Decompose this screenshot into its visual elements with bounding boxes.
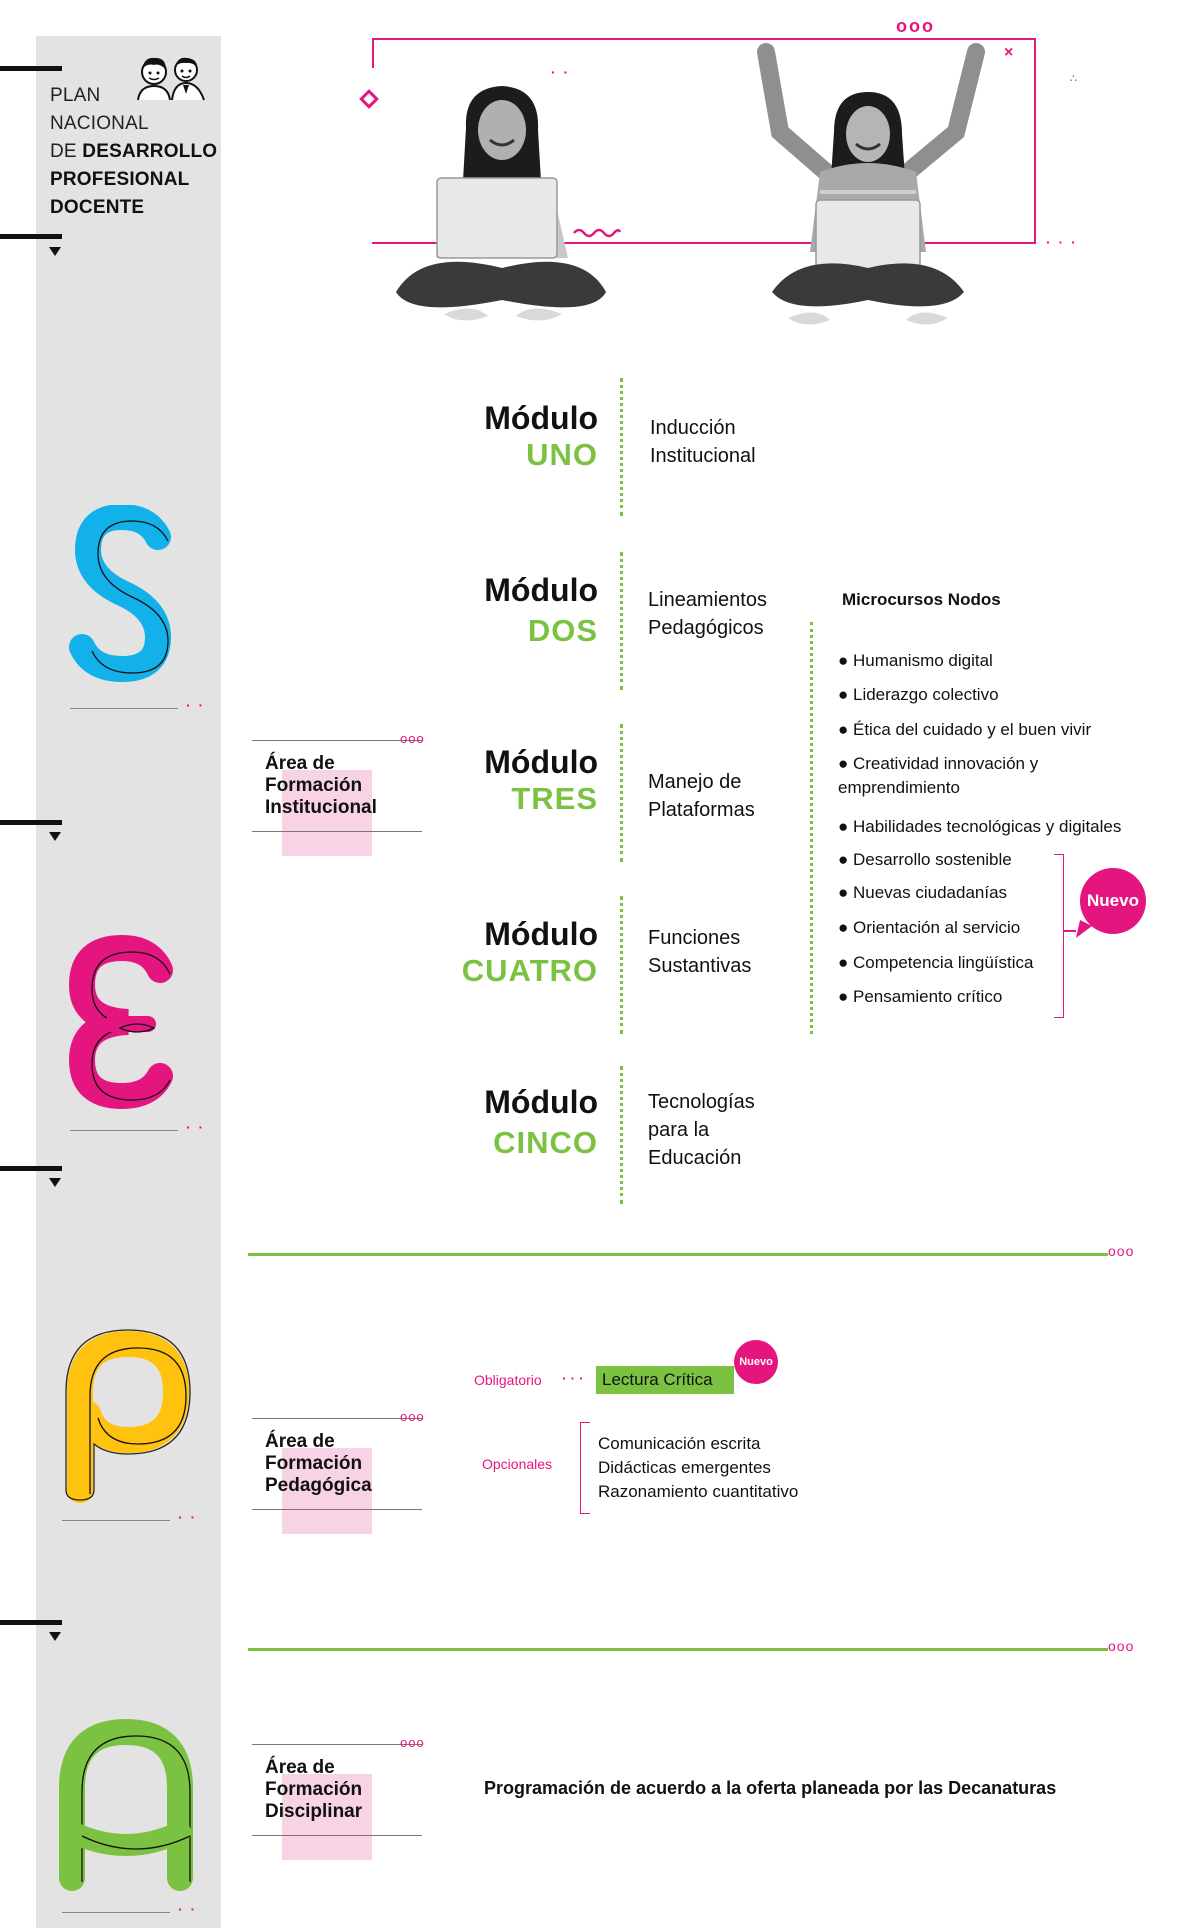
plan-line-3-prefix: DE <box>50 141 77 162</box>
modulo-1 <box>398 400 598 474</box>
modulo-text-line: para la <box>648 1119 710 1141</box>
letter-e-text <box>62 930 63 931</box>
microcurso-item: ● Nuevas ciudadanías <box>838 883 1008 902</box>
divider-ooo: ooo <box>1108 1243 1135 1259</box>
modulo-word: Módulo <box>484 916 598 952</box>
microcurso-item: ● Orientación al servicio <box>838 918 1021 937</box>
pink-dots: · · <box>186 1119 206 1135</box>
divider-modulo-1 <box>620 378 623 516</box>
close-icon: × <box>1004 44 1014 61</box>
microcurso-item: ● Liderazgo colectivo <box>838 685 999 704</box>
letter-e <box>62 930 192 1115</box>
modulo-text-line: Inducción <box>650 417 736 439</box>
modulo-2 <box>398 572 598 650</box>
modulo-2-text <box>648 586 767 642</box>
modulo-number: UNO <box>526 437 598 472</box>
area-institucional <box>265 753 377 819</box>
section-divider-2 <box>248 1648 1108 1651</box>
modulo-word: Módulo <box>484 400 598 436</box>
modulo-3 <box>398 744 598 818</box>
modulo-word: Módulo <box>484 744 598 780</box>
letter-s-graphic <box>60 505 190 690</box>
plan-line-3-bold: DESARROLLO <box>82 141 218 162</box>
arrow-down-icon <box>49 832 61 841</box>
opcional-item: Comunicación escrita <box>598 1434 761 1453</box>
pink-dots: · · <box>178 1901 198 1917</box>
obligatorio-dots: · · · <box>562 1370 584 1386</box>
microcurso-item: ● Pensamiento crítico <box>838 987 1003 1006</box>
letter-s-text <box>60 505 61 506</box>
area-pedagogica <box>265 1431 372 1497</box>
nuevo-bracket-tick <box>1064 930 1076 932</box>
opcionales-label: Opcionales <box>482 1456 553 1472</box>
student-photo-1 <box>392 78 612 328</box>
area-line: Área de <box>265 1431 335 1452</box>
letter-p-graphic <box>56 1322 206 1507</box>
nuevo-badge: Nuevo <box>1080 868 1146 934</box>
obligatorio-label: Obligatorio <box>474 1372 542 1388</box>
area-line: Formación <box>265 1453 363 1474</box>
area-line: Disciplinar <box>265 1801 363 1822</box>
divider-modulo-3 <box>620 724 623 862</box>
sparkle-icon: ∴ <box>1070 73 1077 85</box>
teachers-icon <box>134 52 210 102</box>
modulo-5-text <box>648 1088 755 1172</box>
modulo-text-line: Institucional <box>650 445 756 467</box>
divider-modulo-4 <box>620 896 623 1034</box>
sidebar-bar-3 <box>0 820 62 825</box>
letter-e-underline <box>70 1130 178 1131</box>
sidebar-bar-4 <box>0 1166 62 1171</box>
area-ooo: ooo <box>400 1735 425 1750</box>
letter-p <box>56 1322 206 1507</box>
nuevo-badge-small: Nuevo <box>734 1340 778 1384</box>
modulo-number: CUATRO <box>461 953 598 988</box>
letter-a-underline <box>62 1912 170 1913</box>
modulo-number: CINCO <box>493 1125 598 1160</box>
opcionales-bracket <box>580 1422 590 1514</box>
divider-ooo: ooo <box>1108 1638 1135 1654</box>
modulo-text-line: Manejo de <box>648 771 742 793</box>
opcionales-list <box>598 1432 798 1504</box>
pink-dots: · · <box>178 1509 198 1525</box>
microcurso-item: ● Desarrollo sostenible <box>838 850 1012 869</box>
modulo-number: TRES <box>511 781 598 816</box>
arrow-down-icon <box>49 247 61 256</box>
arrow-down-icon <box>49 1178 61 1187</box>
lectura-critica-tag: Lectura Crítica <box>596 1366 734 1394</box>
letter-a-text <box>48 1708 49 1709</box>
frame-dots: · · <box>551 64 571 80</box>
modulo-4-text <box>648 924 751 980</box>
microcurso-item: ● Habilidades tecnológicas y digitales <box>838 817 1122 836</box>
area-ooo: ooo <box>400 731 425 746</box>
modulo-text-line: Sustantivas <box>648 955 752 977</box>
area-line: Formación <box>265 775 363 796</box>
modulo-word: Módulo <box>484 1084 598 1120</box>
area-line: Pedagógica <box>265 1475 372 1496</box>
modulo-word: Módulo <box>484 572 598 608</box>
student-photo-2 <box>730 42 1000 332</box>
area-line: Institucional <box>265 797 377 818</box>
microcursos-title: Microcursos Nodos <box>842 590 1001 609</box>
plan-line-3 <box>50 138 217 166</box>
nuevo-bracket <box>1054 854 1064 1018</box>
microcurso-item: ● Humanismo digital <box>838 651 993 670</box>
opcional-item: Razonamiento cuantitativo <box>598 1482 799 1501</box>
opcional-item: Didácticas emergentes <box>598 1458 771 1477</box>
letter-e-graphic <box>62 930 192 1115</box>
frame-dots-right: · · · <box>1046 234 1078 250</box>
plan-line-1: PLAN <box>50 85 101 106</box>
pink-dots: · · <box>186 697 206 713</box>
plan-line-4: PROFESIONAL <box>50 169 190 190</box>
arrow-down-icon <box>49 1632 61 1641</box>
microcurso-item: ● Competencia lingüística <box>838 953 1034 972</box>
microcurso-item-continued: emprendimiento <box>838 778 960 797</box>
disciplinar-description: Programación de acuerdo a la oferta planeada por las Decanaturas <box>484 1778 1057 1798</box>
microcurso-item: ● Ética del cuidado y el buen vivir <box>838 720 1092 739</box>
letter-a-graphic <box>48 1708 198 1893</box>
divider-modulo-2 <box>620 552 623 690</box>
letter-a <box>48 1708 198 1893</box>
divider-modulo-5 <box>620 1066 623 1204</box>
modulo-text-line: Lineamientos <box>648 589 767 611</box>
area-line: Formación <box>265 1779 363 1800</box>
sidebar-bar-1 <box>0 66 62 71</box>
area-line: Área de <box>265 753 335 774</box>
modulo-text-line: Plataformas <box>648 799 755 821</box>
modulo-4 <box>398 916 598 990</box>
modulo-number: DOS <box>527 613 598 648</box>
letter-s-underline <box>70 708 178 709</box>
sidebar-bar-5 <box>0 1620 62 1625</box>
modulo-text-line: Educación <box>648 1147 742 1169</box>
photo-frame-left <box>372 38 374 68</box>
microcursos-divider <box>810 622 813 1034</box>
area-disciplinar <box>265 1757 362 1823</box>
modulo-5 <box>398 1084 598 1162</box>
modulo-text-line: Funciones <box>648 927 741 949</box>
speech-tail-icon <box>1076 920 1096 940</box>
modulo-text-line: Pedagógicos <box>648 617 764 639</box>
letter-s <box>60 505 190 690</box>
frame-ooo: ooo <box>896 16 935 36</box>
area-ooo: ooo <box>400 1409 425 1424</box>
letter-p-text <box>56 1322 57 1323</box>
modulo-3-text <box>648 768 755 824</box>
plan-line-2: NACIONAL <box>50 113 149 134</box>
letter-p-underline <box>62 1520 170 1521</box>
sidebar-bar-2 <box>0 234 62 239</box>
microcurso-item: ● Creatividad innovación y <box>838 754 1039 773</box>
modulo-1-text <box>650 414 756 470</box>
section-divider-1 <box>248 1253 1108 1256</box>
plan-line-5: DOCENTE <box>50 197 145 218</box>
plan-title <box>50 82 217 222</box>
area-line: Área de <box>265 1757 335 1778</box>
modulo-text-line: Tecnologías <box>648 1091 755 1113</box>
